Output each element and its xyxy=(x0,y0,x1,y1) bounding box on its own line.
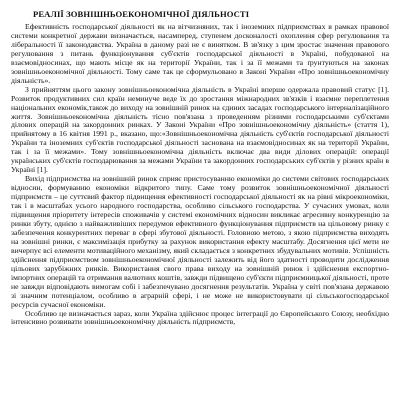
paragraph-3: Вихід підприємства на зовнішній ринок сприяє пристосуванню економіки до системи світових господарських відносин, формуванню економіки відкритого типу. Саме тому розвиток зовнішньоекономічної діяльності підприємств – це суттєвий фактор підвищення ефективності господарської діяльності як на рівні мікроекономіки, так і в масштабах усього народного господарства, особливо сільського господарства. У сучасних умовах, коли підвищення пріоритету інтересів споживачів у системі економічних відносин викликає агресивну конкуренцію за ринки збуту, однією з найважливіших передумов ефективного функціонування підприємств на цільовому ринку є забезпечення конкурентних переваг в сфері збутової діяльності. Головною метою, з якою підприємства виходять на зовнішні ринки, є максимізація прибутку за рахунок використання ефекту масштабу. Досягнення цієї мети не вичерпує всі елементи мотиваційного механізму, який складається з конкретних збудувальних мотивів. Успішність здійснення підприємством зовнішньоекономічної діяльності залежить від його здатності проводити дослідження цільових зарубіжних ринків. Використання свого права виходу на зовнішній ринок і здійснення експортно-імпортних операцій та отримання валютних коштів, завжди підвищено суб'єкти підприємницької діяльності, проте не завжди відповідають вимогам собі і забезпечувано досягнення результатів. Україна у світі пов'язана державою зі значним потенціалом, особливо в аграрній сфері, і не може не використовувати ці сільськогосподарської ресурсів сучасної економіки. xyxy=(11,174,389,309)
paragraph-4: Особливо це визначається зараз, коли Україна здійснює процес інтеграції до Європейського Союзу, необхідно інтенсивно розвивати зовнішньоекономічну діяльність підприємств, xyxy=(11,308,389,327)
document-title: РЕАЛІЇ ЗОВНІШНЬОЕКОНОМІЧНОЇ ДІЯЛЬНОСТІ xyxy=(33,9,250,19)
paragraph-2: З прийняттям цього закону зовнішньоекономічна діяльність в Україні вперше одержала правовий статус [1]. Розвиток продуктивних сил країн неминуче веде їх до зростання міжнародних зв'язків і взаємне переплетення національних економік,також до виходу на зовнішній ринок на єдиних засадах господарського інтерналізаційного життя. Зовнішньоекономічна діяльність тісно пов'язана з проведенням різними господарськими суб'єктами ділових операцій на закордонних ринках. У Законі України «Про зовнішньоекономічну діяльність» (стаття 1), прийнятому в 16 квітня 1991 р., вказано, що:«Зовнішньоекономічна діяльність суб'єктів господарської діяльності України та іноземних суб'єктів господарської діяльності заснована на взаємовідносинах як на території України, так і за її межами». Тому зовнішньоекономічна діяльність включає два види ділових операцій: операції українських суб'єктів господарювання за межами України та закордонних господарських суб'єктів у різних країн в Україні [1]. xyxy=(11,84,389,175)
paragraph-1: Ефективність господарської діяльності як на вітчизняних, так і іноземних підприємствах в рамках правової системи конкретної держави визначається, насамперед, ступенем досконалості охоплення сфер регулювання та ліберальності її законодавства. Україна в даному разі не є винятком. В зв'язку з цим зростає значення правового регулювання з питань функціонування суб'єктів господарської діяльності в Україні, побудованої на взаємовідносинах, що мають місце як на території України, так і за її межами та ґрунтуються на законах зовнішньоекономічної діяльності. Тому саме так це сформульовано в Законі України «Про зовнішньоекономічну діяльність». xyxy=(11,22,389,85)
